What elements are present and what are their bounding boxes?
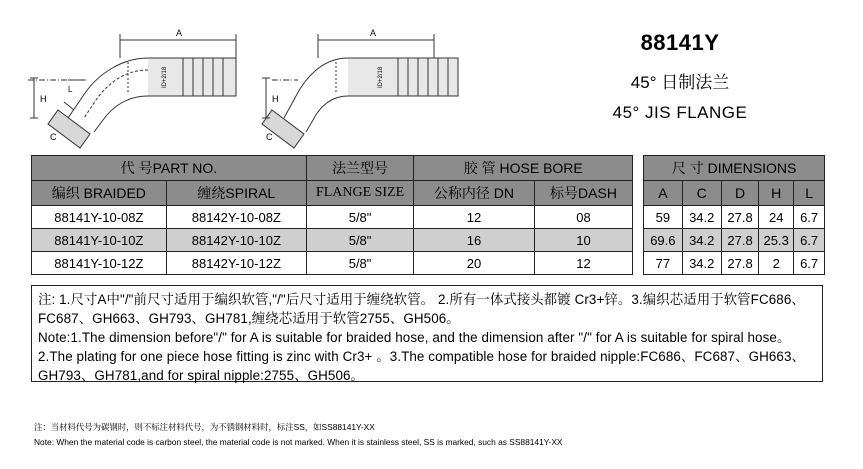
col-spiral: 缠绕SPIRAL <box>166 181 306 206</box>
thread-label: ID+2/18 <box>162 66 168 88</box>
cell-braided: 88141Y-10-08Z <box>32 206 167 229</box>
specification-table <box>31 155 825 275</box>
col-flange-size: FLANGE SIZE <box>306 181 413 206</box>
cell-dash: 08 <box>534 206 633 229</box>
cell-h: 2 <box>759 252 794 275</box>
col-dn: 公称内径 DN <box>414 181 534 206</box>
cell-braided: 88141Y-10-12Z <box>32 252 167 275</box>
cell-flange: 5/8" <box>306 229 413 252</box>
cell-c: 34.2 <box>682 229 721 252</box>
cell-a: 77 <box>644 252 682 275</box>
column-gap <box>633 156 644 181</box>
cell-spiral: 88142Y-10-08Z <box>166 206 306 229</box>
note-en: Note:1.The dimension before"/" for A is suitable for braided hose, and the dimension after "/" for A is suitable for spiral hose。2.The plating for one piece hose fitting is zinc with Cr3+ 。3.The compatible hose for braided nipple:FC686、FC687、GH663、GH793、GH781,and for spiral nipple:2755、GH506。 <box>38 330 806 383</box>
cell-dn: 12 <box>414 206 534 229</box>
col-d: D <box>721 181 758 206</box>
group-hose-bore: 胶 管 HOSE BORE <box>414 156 633 181</box>
fitting-drawing-spiral <box>258 18 488 150</box>
dim-l-label: L <box>68 85 73 94</box>
thread-label: ID+2/18 <box>378 66 384 88</box>
note-cn: 注: 1.尺寸A中"/"前尺寸适用于编织软管,"/"后尺寸适用于缠绕软管。 2.所有一体式接头都镀 Cr3+锌。3.编织芯适用于软管FC686、FC687、GH663、GH793、GH781,缠绕芯适用于软管2755、GH506。 <box>38 292 805 326</box>
cell-flange: 5/8" <box>306 252 413 275</box>
col-dash: 标号DASH <box>534 181 633 206</box>
cell-d: 27.8 <box>721 229 758 252</box>
col-c: C <box>682 181 721 206</box>
col-l: L <box>794 181 825 206</box>
title-block <box>560 30 800 123</box>
dim-c-label: C <box>50 132 57 142</box>
dim-a-label: A <box>370 28 377 38</box>
cell-dash: 10 <box>534 229 633 252</box>
group-part-no: 代 号PART NO. <box>32 156 307 181</box>
group-flange: 法兰型号 <box>306 156 413 181</box>
cell-l: 6.7 <box>794 252 825 275</box>
cell-d: 27.8 <box>721 206 758 229</box>
cell-h: 24 <box>759 206 794 229</box>
group-dimensions: 尺 寸 DIMENSIONS <box>644 156 825 181</box>
dim-h-label: H <box>40 94 47 104</box>
dim-c-label: C <box>266 132 273 142</box>
cell-flange: 5/8" <box>306 206 413 229</box>
header-row-group <box>32 156 825 181</box>
cell-l: 6.7 <box>794 229 825 252</box>
cell-a: 69.6 <box>644 229 682 252</box>
cell-dn: 16 <box>414 229 534 252</box>
col-braided: 编织 BRAIDED <box>32 181 167 206</box>
cell-d: 27.8 <box>721 252 758 275</box>
material-note-en: Note: When the material code is carbon steel, the material code is not marked. When it is stainless steel, SS is marked, such as SS88141Y-XX <box>34 437 563 447</box>
header-row-columns <box>32 181 825 206</box>
cell-c: 34.2 <box>682 206 721 229</box>
cell-l: 6.7 <box>794 206 825 229</box>
column-gap <box>633 229 644 252</box>
cell-c: 34.2 <box>682 252 721 275</box>
cell-braided: 88141Y-10-10Z <box>32 229 167 252</box>
dim-h-label: H <box>272 94 279 104</box>
col-a: A <box>644 181 682 206</box>
column-gap <box>633 252 644 275</box>
table-row <box>32 229 825 252</box>
col-h: H <box>759 181 794 206</box>
cell-spiral: 88142Y-10-10Z <box>166 229 306 252</box>
cell-dn: 20 <box>414 252 534 275</box>
fitting-drawing-braided <box>28 18 258 150</box>
table-row <box>32 206 825 229</box>
table-row <box>32 252 825 275</box>
cell-a: 59 <box>644 206 682 229</box>
cell-h: 25.3 <box>759 229 794 252</box>
notes-box <box>31 285 823 382</box>
cell-dash: 12 <box>534 252 633 275</box>
part-code-title: 88141Y <box>640 30 720 55</box>
cell-spiral: 88142Y-10-12Z <box>166 252 306 275</box>
column-gap <box>633 206 644 229</box>
material-note-cn: 注：当材料代号为碳钢时，则不标注材料代号，为不锈钢材料时，标注SS，如SS88141Y-XX <box>34 422 375 432</box>
angle-flange-cn: 45° 日制法兰 <box>630 73 730 92</box>
dim-a-label: A <box>176 28 183 38</box>
angle-flange-en: 45° JIS FLANGE <box>612 103 748 122</box>
column-gap <box>633 181 644 206</box>
